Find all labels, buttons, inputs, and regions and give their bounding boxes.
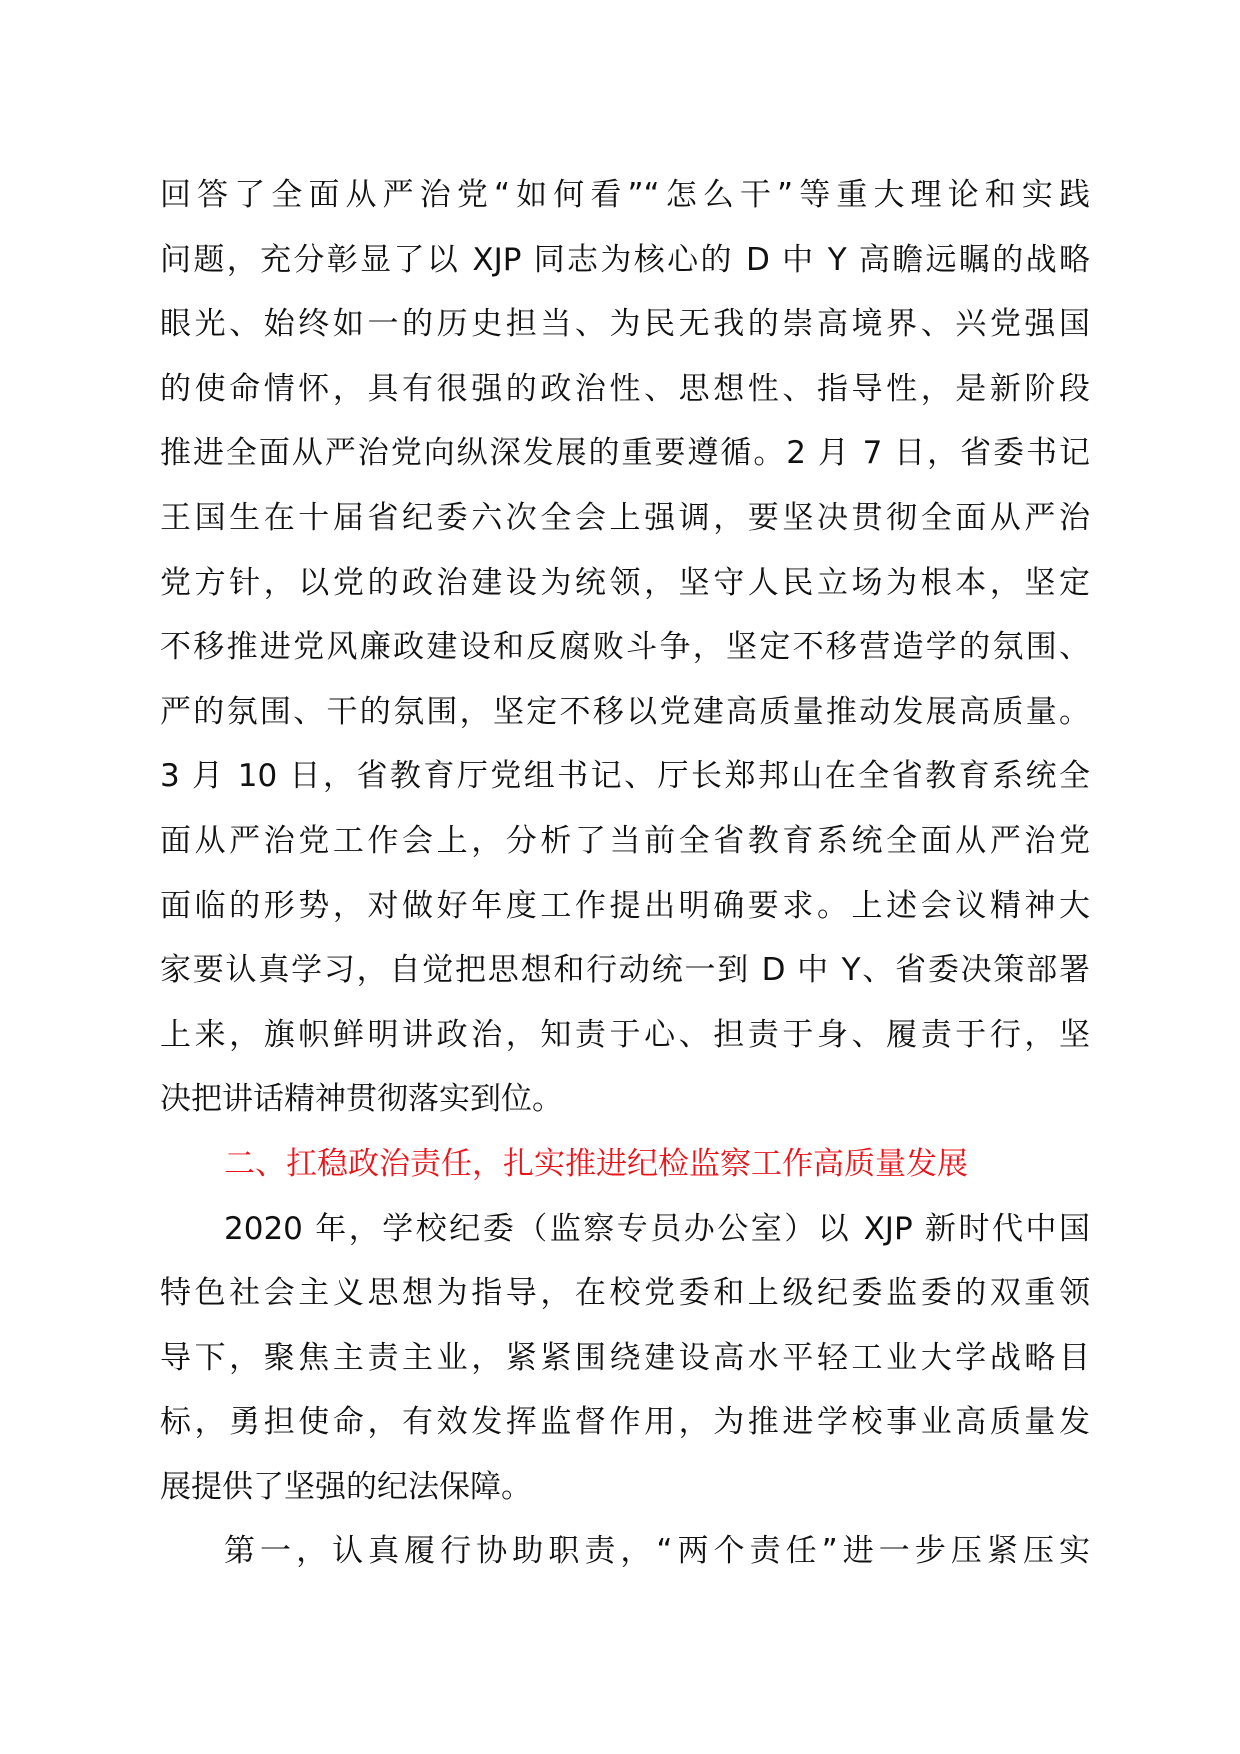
paragraph-2-line-3: 导下，聚焦主责主业，紧紧围绕建设高水平轻工业大学战略目 — [160, 1339, 1090, 1376]
paragraph-1-line-13: 家要认真学习，自觉把思想和行动统一到 D 中 Y、省委决策部署 — [160, 952, 1090, 989]
document-body — [160, 163, 1090, 1584]
paragraph-2-line-4: 标，勇担使命，有效发挥监督作用，为推进学校事业高质量发 — [160, 1404, 1090, 1441]
paragraph-2-line-1: 2020 年，学校纪委（监察专员办公室）以 XJP 新时代中国 — [224, 1210, 1090, 1247]
paragraph-1-line-3: 眼光、始终如一的历史担当、为民无我的崇高境界、兴党强国 — [160, 306, 1090, 343]
paragraph-1-line-7: 党方针，以党的政治建设为统领，坚守人民立场为根本，坚定 — [160, 564, 1090, 601]
paragraph-2-line-5: 展提供了坚强的纪法保障。 — [160, 1468, 532, 1505]
paragraph-1-line-4: 的使命情怀，具有很强的政治性、思想性、指导性，是新阶段 — [160, 370, 1090, 407]
paragraph-1-line-5: 推进全面从严治党向纵深发展的重要遵循。2 月 7 日，省委书记 — [160, 435, 1090, 472]
paragraph-1-line-1: 回答了全面从严治党“如何看”“怎么干”等重大理论和实践 — [160, 177, 1090, 213]
paragraph-1-line-6: 王国生在十届省纪委六次全会上强调，要坚决贯彻全面从严治 — [160, 499, 1090, 536]
paragraph-3-line-1: 第一，认真履行协助职责，“两个责任”进一步压紧压实 — [224, 1533, 1090, 1570]
paragraph-2-line-2: 特色社会主义思想为指导，在校党委和上级纪委监委的双重领 — [160, 1275, 1090, 1312]
paragraph-1-line-10: 3 月 10 日，省教育厅党组书记、厅长郑邦山在全省教育系统全 — [160, 758, 1090, 795]
section-heading: 二、扛稳政治责任，扎实推进纪检监察工作高质量发展 — [224, 1145, 968, 1182]
paragraph-1-line-11: 面从严治党工作会上，分析了当前全省教育系统全面从严治党 — [160, 822, 1090, 859]
paragraph-1-line-15: 决把讲话精神贯彻落实到位。 — [160, 1081, 563, 1118]
paragraph-2 — [160, 1197, 1090, 1520]
paragraph-1-line-12: 面临的形势，对做好年度工作提出明确要求。上述会议精神大 — [160, 887, 1090, 924]
paragraph-1-line-9: 严的氛围、干的氛围，坚定不移以党建高质量推动发展高质量。 — [160, 693, 1090, 730]
paragraph-1-line-2: 问题，充分彰显了以 XJP 同志为核心的 D 中 Y 高瞻远瞩的战略 — [160, 241, 1090, 278]
paragraph-1-line-8: 不移推进党风廉政建设和反腐败斗争，坚定不移营造学的氛围、 — [160, 629, 1090, 666]
paragraph-3 — [160, 1519, 1090, 1584]
paragraph-1 — [160, 163, 1090, 1132]
paragraph-1-line-14: 上来，旗帜鲜明讲政治，知责于心、担责于身、履责于行，坚 — [160, 1016, 1090, 1053]
